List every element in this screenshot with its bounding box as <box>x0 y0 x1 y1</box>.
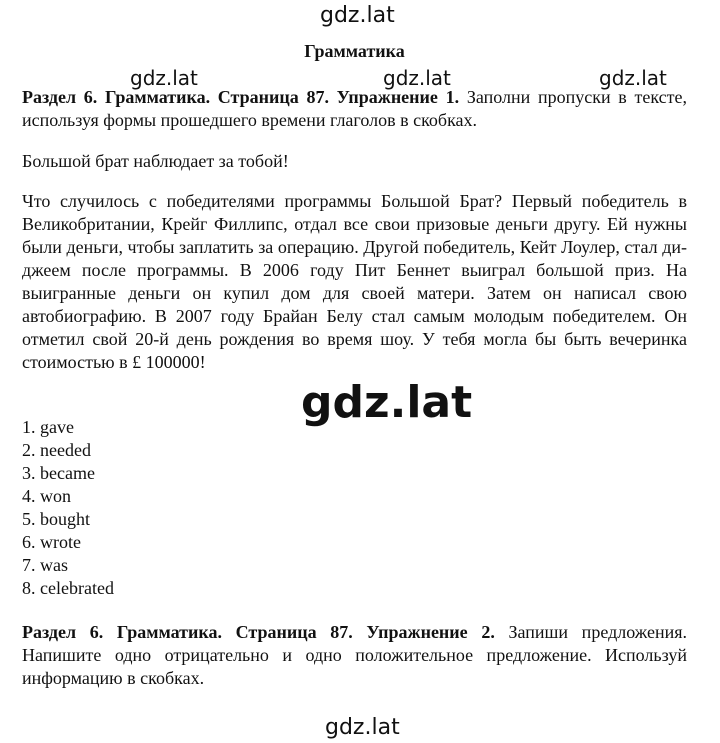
exercise-2-paragraph <box>22 621 687 690</box>
exercise-1-paragraph <box>22 86 687 132</box>
answer-item: 6. wrote <box>22 532 81 552</box>
story-text: Что случилось с победителями программы Большой Брат? Первый победитель в Великобритании, Крейг Филлипс, отдал все свои призовые деньги другу. Ей нужны были деньги, чтобы заплатить за операцию. Другой победитель, Кейт Лоулер, стал ди-джеем после программы. В 2006 году Пит Беннет выиграл большой приз. На выигранные деньги он купил дом для своей матери. Затем он написал свою автобиографию. В 2007 году Брайан Белу стал самым молодым победителем. Он отметил свой 20-й день рождения во время шоу. У тебя могла бы быть вечеринка стоимостью в £ 100000! <box>22 191 687 372</box>
watermark-bottom: gdz.lat <box>325 715 400 740</box>
story-subtitle: Большой брат наблюдает за тобой! <box>22 151 289 171</box>
answer-item: 3. became <box>22 463 95 483</box>
answer-item: 7. was <box>22 555 68 575</box>
watermark-top: gdz.lat <box>320 3 395 28</box>
answer-item: 4. won <box>22 486 71 506</box>
watermark-row-middle: gdz.lat <box>383 66 451 90</box>
watermark-row-left: gdz.lat <box>130 66 198 90</box>
answer-item: 8. celebrated <box>22 578 114 598</box>
watermark-row-right: gdz.lat <box>599 66 667 90</box>
exercise-2-instruction: Запиши предложения. Напишите одно отрицательно и одно положительное предложение. Используй информацию в скобках. <box>22 622 687 688</box>
exercise-1-instruction: Заполни пропуски в тексте, используя формы прошедшего времени глаголов в скобках. <box>22 87 688 130</box>
answer-item: 1. gave <box>22 417 74 437</box>
answer-item: 2. needed <box>22 440 91 460</box>
exercise-1-title: Раздел 6. Грамматика. Страница 87. Упражнение 1. <box>22 87 460 107</box>
page-heading: Грамматика <box>304 41 405 61</box>
answers-list <box>22 416 114 600</box>
exercise-2-title: Раздел 6. Грамматика. Страница 87. Упражнение 2. <box>22 622 495 642</box>
watermark-center: gdz.lat <box>301 377 473 428</box>
answer-item: 5. bought <box>22 509 91 529</box>
